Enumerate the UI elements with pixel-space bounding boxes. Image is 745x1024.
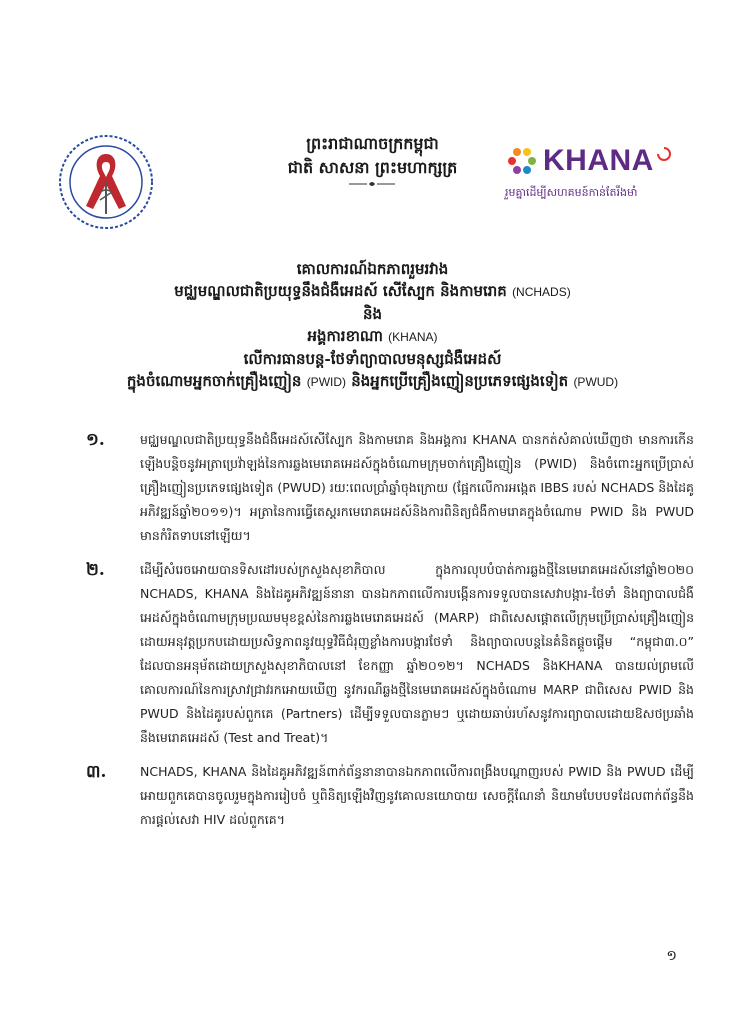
item-text: មជ្ឈមណ្ឌលជាតិប្រយុទ្ធនឹងជំងឺអេដស៍សើស្បែក និងកាមរោគ និងអង្គការ KHANA បានកត់សំគាល់ឃើញថា មានការកើនឡើងបន្តិចនូវអត្រាប្រេវ៉ាឡង់នៃការឆ្លងមេរោគអេដស៍ក្នុងចំណោមក្រុមចាក់គ្រឿងញៀន (PWID) និងចំពោះអ្នកប្រើប្រាស់គ្រឿងញៀនប្រភេទផ្សេងទៀត (PWUD) រយៈពេលប្រាំឆ្នាំចុងក្រោយ (ផ្អែកលើការអង្កេត IBBS របស់ NCHADS និងដៃគូអភិវឌ្ឍន៍ឆ្នាំ២០១១)។ អត្រានៃការធ្វើតេស្តរកមេរោគអេដស៍និងការពិនិត្យជំងឺកាមរោគក្នុងចំណោម PWID និង PWUD មានកំរិតទាបនៅឡើយ។ (140, 432, 694, 543)
page-number: ១ (666, 948, 677, 964)
title-line-3: និង (362, 305, 383, 323)
numbered-paragraphs (86, 428, 694, 842)
list-item (86, 760, 694, 832)
item-text: NCHADS, KHANA និងដៃគូអភិវឌ្ឍន៍ពាក់ព័ន្ធនានាបានឯកភាពលើការពង្រឹងបណ្តាញរបស់ PWID និង PWUD ដើម្បីអោយពួកគេបានចូលរួមក្នុងការរៀបចំ ឬពិនិត្យឡើងវិញនូវគោលនយោបាយ សេចក្តីណែនាំ និយាមបែបបទដែលពាក់ព័ន្ធនឹងការផ្តល់សេវា HIV ដល់ពួកគេ។ (140, 764, 694, 827)
ornament-divider (347, 180, 397, 188)
item-number: ២. (86, 560, 105, 580)
kingdom-name: ព្រះរាជាណាចក្រកម្ពុជា (306, 134, 439, 153)
title-line-5: លើការធានបន្ត-ថែទាំព្យាបាលមនុស្សជំងឺអេដស៍ (243, 350, 502, 368)
title-line-4: អង្គការខាណា (KHANA) (307, 327, 438, 345)
title-line-1: គោលការណ៍ឯកភាពរួមរវាង (296, 260, 449, 278)
ministry-emblem-logo (56, 132, 156, 232)
item-text: ដើម្បីសំរេចអោយបានទិសដៅរបស់ក្រសួងសុខាភិបាល ក្នុងការលុបបំបាត់ការឆ្លងថ្មីនៃមេរោគអេដស៍នៅឆ្នាំ២០២០ NCHADS, KHANA និងដៃគូអភិវឌ្ឍន៍នានា បានឯកភាពលើការបង្កើនការទទួលបានសេវាបង្ការ-ថែទាំ និងព្យាបាលជំងឺអេដស៍ក្នុងចំណោមក្រុមប្រឈមមុខខ្ពស់នៃការឆ្លងមេរោគអេដស៍ (MARP) ជាពិសេសផ្តោតលើក្រុមប្រើប្រាស់គ្រឿងញៀនដោយអនុវត្តប្រកបដោយប្រសិទ្ធភាពនូវយុទ្ធវិធីជំរុញខ្លាំងការបង្ការថែទាំ និងព្យាបាលបន្តនៃគំនិតផ្តួចផ្តើម “កម្ពុជា៣.០” ដែលបានអនុម័តដោយក្រសួងសុខាភិបាលនៅ ខែកញ្ញា ឆ្នាំ២០១២។ NCHADS និងKHANA បានយល់ព្រមលើគោលការណ៍នៃការស្រាវជ្រាវរកអោយឃើញ នូវករណីឆ្លងថ្មីនៃមេរោគអេដស៍ក្នុងចំណោម MARP ជាពិសេស PWID និង PWUD និងដៃគូរបស់ពួកគេ (Partners) ដើម្បីទទួលបានភ្លាមៗ ឬដោយឆាប់រហ័សនូវការព្យាបាលដោយឱសថប្រឆាំងនឹងមេរោគអេដស៍ (Test and Treat)។ (140, 562, 694, 745)
list-item (86, 558, 694, 750)
kingdom-heading (200, 132, 545, 180)
document-title (40, 258, 705, 393)
national-motto: ជាតិ សាសនា ព្រះមហាក្សត្រ (287, 158, 458, 177)
khana-tagline: រួមគ្នាដើម្បីសហគមន៍កាន់តែរឹងមាំ (505, 186, 638, 199)
item-number: ១. (86, 430, 105, 450)
khana-ring-logo-icon (505, 144, 539, 178)
khana-wordmark: KHANA (543, 144, 654, 177)
swirl-icon (656, 146, 672, 162)
khana-logo (505, 140, 675, 202)
red-ribbon-emblem-icon (56, 132, 156, 232)
title-line-2: មជ្ឈមណ្ឌលជាតិប្រយុទ្ធនឹងជំងឺអេដស៍ សើស្បែក និងកាមរោគ (NCHADS) (174, 282, 571, 300)
title-line-6: ក្នុងចំណោមអ្នកចាក់គ្រឿងញៀន (PWID) និងអ្នកប្រើគ្រឿងញៀនប្រភេទផ្សេងទៀត (PWUD) (126, 372, 619, 390)
list-item (86, 428, 694, 548)
item-number: ៣. (86, 762, 107, 782)
